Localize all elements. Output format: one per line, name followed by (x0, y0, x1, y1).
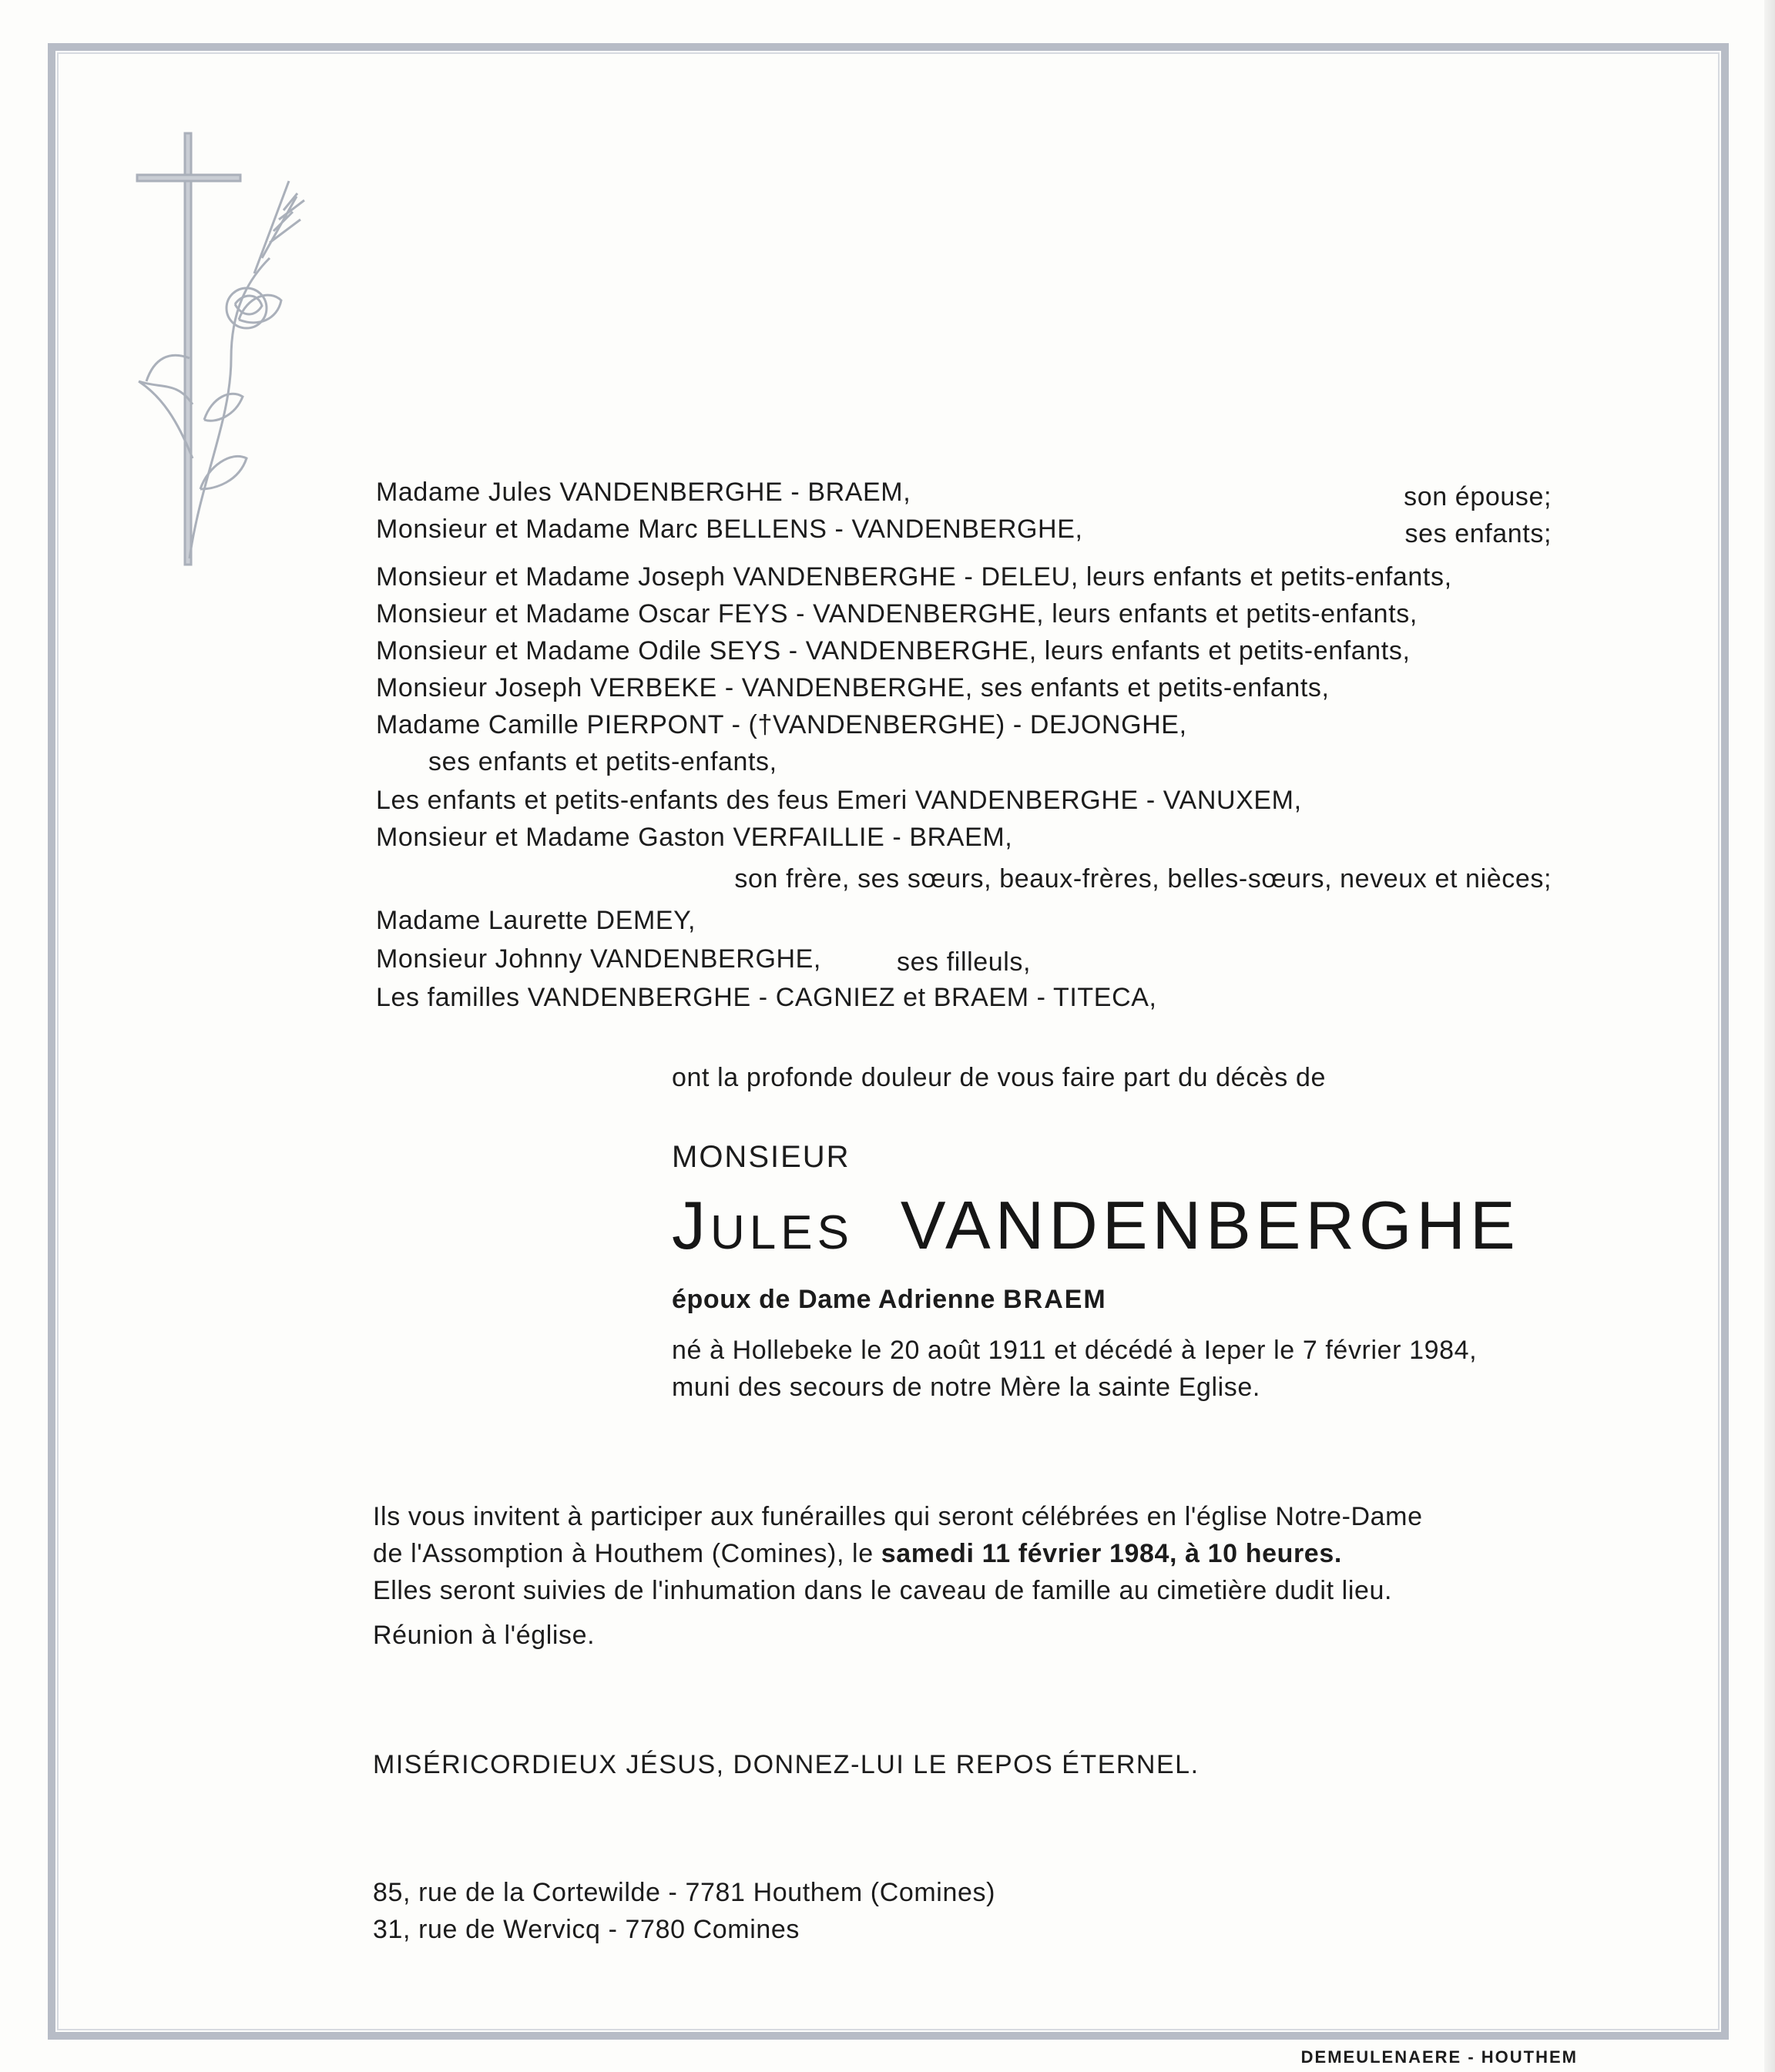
birth-death-line: né à Hollebeke le 20 août 1911 et décédé à Ieper le 7 février 1984, (672, 1336, 1478, 1365)
family-line: Madame Camille PIERPONT - (†VANDENBERGHE) - DEJONGHE, (376, 710, 1187, 739)
spouse-prefix: époux de Dame Adrienne (672, 1285, 996, 1314)
family-line: Madame Laurette DEMEY, (376, 906, 696, 935)
family-line: Monsieur Johnny VANDENBERGHE, (376, 944, 821, 974)
spouse-line (672, 1285, 1107, 1315)
family-line: son frère, ses sœurs, beaux-frères, belles-sœurs, neveux et nièces; (734, 864, 1552, 894)
family-line: Monsieur Joseph VERBEKE - VANDENBERGHE, ses enfants et petits-enfants, (376, 673, 1330, 702)
funeral-line: Ils vous invitent à participer aux funérailles qui seront célébrées en l'église Notre-Dame (373, 1502, 1423, 1531)
relation-label: ses enfants; (1404, 519, 1552, 548)
funeral-line (373, 1539, 1342, 1569)
cross-with-rose-icon (116, 127, 324, 574)
honorific: MONSIEUR (672, 1140, 851, 1174)
family-line: Madame Jules VANDENBERGHE - BRAEM, (376, 478, 911, 507)
prayer: MISÉRICORDIEUX JÉSUS, DONNEZ-LUI LE REPOS ÉTERNEL. (373, 1750, 1200, 1779)
deceased-first-name: Jules (672, 1187, 854, 1263)
deceased-last-name: VANDENBERGHE (900, 1187, 1520, 1263)
funeral-line: Elles seront suivies de l'inhumation dans le caveau de famille au cimetière dudit lieu. (373, 1576, 1393, 1605)
funeral-place: de l'Assomption à Houthem (Comines), le (373, 1539, 874, 1568)
relation-label: ses filleuls, (897, 947, 1032, 977)
family-line: Monsieur et Madame Oscar FEYS - VANDENBERGHE, leurs enfants et petits-enfants, (376, 599, 1418, 629)
family-line: Monsieur et Madame Joseph VANDENBERGHE - DELEU, leurs enfants et petits-enfants, (376, 562, 1452, 592)
relation-label: son épouse; (1404, 482, 1552, 511)
family-line: Monsieur et Madame Odile SEYS - VANDENBERGHE, leurs enfants et petits-enfants, (376, 636, 1411, 666)
family-line: Monsieur et Madame Marc BELLENS - VANDENBERGHE, (376, 515, 1083, 544)
family-line: Les familles VANDENBERGHE - CAGNIEZ et BRAEM - TITECA, (376, 983, 1157, 1012)
address-line: 31, rue de Wervicq - 7780 Comines (373, 1915, 800, 1944)
printer-credit: DEMEULENAERE - HOUTHEM (1300, 2047, 1578, 2067)
sacraments-line: muni des secours de notre Mère la sainte Eglise. (672, 1373, 1260, 1402)
page-edge-shadow (1764, 0, 1775, 2072)
address-line: 85, rue de la Cortewilde - 7781 Houthem (Comines) (373, 1878, 995, 1907)
announcement: ont la profonde douleur de vous faire part du décès de (672, 1063, 1326, 1092)
family-line: Les enfants et petits-enfants des feus Emeri VANDENBERGHE - VANUXEM, (376, 786, 1302, 815)
spouse-name: BRAEM (1003, 1285, 1107, 1314)
funeral-date: samedi 11 février 1984, à 10 heures. (881, 1539, 1342, 1568)
reunion-line: Réunion à l'église. (373, 1621, 596, 1650)
family-line: ses enfants et petits-enfants, (428, 747, 777, 776)
family-line: Monsieur et Madame Gaston VERFAILLIE - BRAEM, (376, 823, 1013, 852)
deceased-name (672, 1186, 1520, 1265)
